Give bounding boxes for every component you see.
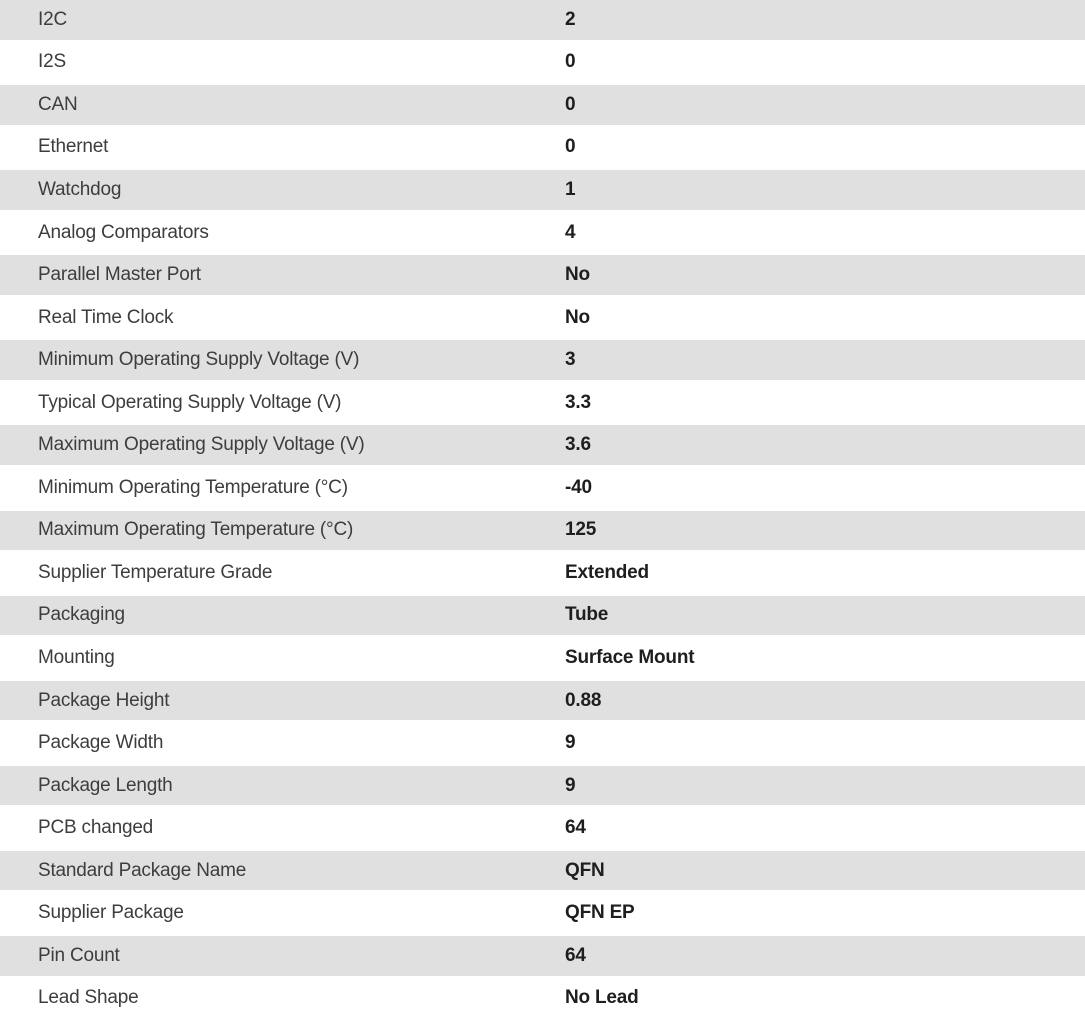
spec-row-supplier-temp-grade — [0, 553, 1085, 593]
spec-value: Extended — [565, 561, 649, 583]
spec-value: 1 — [565, 178, 576, 200]
spec-value: 2 — [565, 8, 576, 30]
spec-row-pin-count — [0, 933, 1085, 979]
spec-value: 4 — [565, 221, 576, 243]
spec-label: CAN — [38, 93, 78, 115]
spec-label: Minimum Operating Supply Voltage (V) — [38, 349, 360, 371]
spec-label: I2C — [38, 8, 67, 30]
spec-label: I2S — [38, 51, 66, 73]
spec-row-watchdog — [0, 167, 1085, 213]
spec-label: Mounting — [38, 646, 115, 668]
spec-row-parallel-master-port — [0, 252, 1085, 298]
spec-value: 0 — [565, 51, 576, 73]
spec-value: No Lead — [565, 987, 639, 1009]
spec-row-package-length — [0, 763, 1085, 809]
spec-row-real-time-clock — [0, 298, 1085, 338]
spec-value: 0.88 — [565, 689, 602, 711]
spec-row-min-operating-temp — [0, 468, 1085, 508]
spec-value: 3.6 — [565, 434, 591, 456]
spec-value: Tube — [565, 604, 609, 626]
spec-value: Surface Mount — [565, 646, 695, 668]
spec-value: 0 — [565, 136, 576, 158]
spec-value: 64 — [565, 944, 586, 966]
spec-row-i2c — [0, 0, 1085, 43]
spec-row-max-operating-temp — [0, 508, 1085, 554]
spec-label: Package Length — [38, 774, 173, 796]
spec-label: Package Height — [38, 689, 170, 711]
spec-label: Ethernet — [38, 136, 109, 158]
spec-row-ethernet — [0, 128, 1085, 168]
spec-row-min-supply-voltage — [0, 337, 1085, 383]
spec-label: Maximum Operating Supply Voltage (V) — [38, 434, 365, 456]
spec-value: QFN EP — [565, 902, 635, 924]
spec-label: PCB changed — [38, 817, 154, 839]
spec-value: 0 — [565, 93, 576, 115]
spec-label: Supplier Package — [38, 902, 184, 924]
spec-row-package-width — [0, 723, 1085, 763]
spec-value: 64 — [565, 817, 586, 839]
spec-value: No — [565, 306, 590, 328]
spec-row-i2s — [0, 43, 1085, 83]
spec-row-max-supply-voltage — [0, 422, 1085, 468]
spec-row-analog-comparators — [0, 213, 1085, 253]
spec-label: Supplier Temperature Grade — [38, 561, 273, 583]
spec-row-typ-supply-voltage — [0, 383, 1085, 423]
spec-value: No — [565, 264, 590, 286]
spec-row-package-height — [0, 678, 1085, 724]
spec-row-lead-shape — [0, 979, 1085, 1018]
spec-value: -40 — [565, 476, 592, 498]
spec-label: Pin Count — [38, 944, 120, 966]
spec-row-can — [0, 82, 1085, 128]
spec-row-standard-package-name — [0, 848, 1085, 894]
spec-row-supplier-package — [0, 893, 1085, 933]
spec-label: Minimum Operating Temperature (°C) — [38, 476, 348, 498]
spec-value: 125 — [565, 519, 597, 541]
spec-value: 3 — [565, 349, 576, 371]
spec-label: Analog Comparators — [38, 221, 209, 243]
spec-label: Lead Shape — [38, 987, 139, 1009]
spec-value: 9 — [565, 732, 576, 754]
spec-label: Packaging — [38, 604, 125, 626]
spec-value: QFN — [565, 859, 605, 881]
spec-value: 3.3 — [565, 391, 591, 413]
spec-label: Real Time Clock — [38, 306, 174, 328]
spec-label: Maximum Operating Temperature (°C) — [38, 519, 354, 541]
spec-row-mounting — [0, 638, 1085, 678]
spec-row-packaging — [0, 593, 1085, 639]
spec-label: Typical Operating Supply Voltage (V) — [38, 391, 342, 413]
spec-label: Watchdog — [38, 178, 122, 200]
spec-label: Parallel Master Port — [38, 264, 201, 286]
spec-label: Package Width — [38, 732, 164, 754]
spec-value: 9 — [565, 774, 576, 796]
spec-row-pcb-changed — [0, 808, 1085, 848]
spec-label: Standard Package Name — [38, 859, 247, 881]
